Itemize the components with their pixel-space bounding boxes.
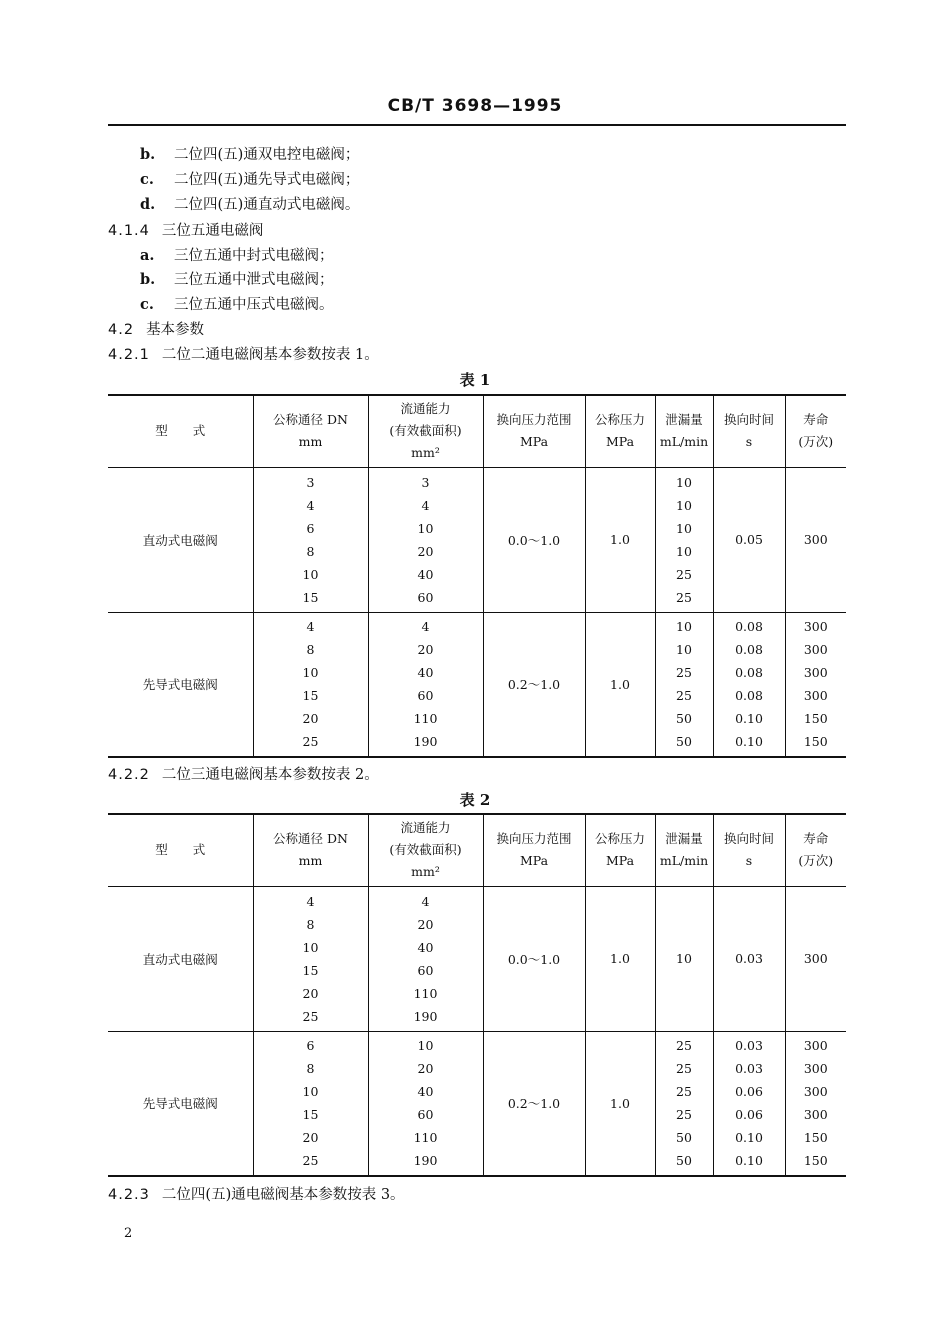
pressure-range: 0.2～1.0 bbox=[483, 612, 585, 757]
pressure-range: 0.0～1.0 bbox=[483, 467, 585, 612]
table-row bbox=[108, 467, 846, 612]
leakage-values: 10 10 10 10 25 25 bbox=[655, 467, 713, 612]
col-header-flow: 流通能力 (有效截面积) mm² bbox=[368, 395, 483, 467]
col-header-pressure-range: 换向压力范围 MPa bbox=[483, 814, 585, 886]
col-header-leakage: 泄漏量 mL/min bbox=[655, 814, 713, 886]
col-header-life: 寿命 (万次) bbox=[785, 395, 846, 467]
col-header-switch-time: 换向时间 s bbox=[713, 395, 785, 467]
nominal-pressure: 1.0 bbox=[585, 1031, 655, 1176]
col-header-type: 型 式 bbox=[108, 395, 253, 467]
list-item: b. 三位五通中泄式电磁阀； bbox=[140, 271, 334, 288]
col-header-nominal-pressure: 公称压力 MPa bbox=[585, 814, 655, 886]
life: 300 bbox=[785, 886, 846, 1031]
nominal-pressure: 1.0 bbox=[585, 612, 655, 757]
table-row bbox=[108, 1031, 846, 1176]
col-header-flow: 流通能力 (有效截面积) mm² bbox=[368, 814, 483, 886]
list-item: b. 二位四(五)通双电控电磁阀； bbox=[140, 146, 360, 163]
col-header-life: 寿命 (万次) bbox=[785, 814, 846, 886]
pressure-range: 0.0～1.0 bbox=[483, 886, 585, 1031]
life-values: 300 300 300 300 150 150 bbox=[785, 612, 846, 757]
section-heading: 4.2.2 二位三通电磁阀基本参数按表 2。 bbox=[108, 767, 379, 783]
dn-values: 6 8 10 15 20 25 bbox=[253, 1031, 368, 1176]
dn-values: 3 4 6 8 10 15 bbox=[253, 467, 368, 612]
col-header-type: 型 式 bbox=[108, 814, 253, 886]
list-item: d. 二位四(五)通直动式电磁阀。 bbox=[140, 196, 360, 213]
valve-type: 直动式电磁阀 bbox=[108, 886, 253, 1031]
col-header-nominal-pressure: 公称压力 MPa bbox=[585, 395, 655, 467]
col-header-dn: 公称通径 DN mm bbox=[253, 814, 368, 886]
page-number: 2 bbox=[124, 1226, 133, 1241]
dn-values: 4 8 10 15 20 25 bbox=[253, 886, 368, 1031]
nominal-pressure: 1.0 bbox=[585, 467, 655, 612]
table-caption: 表 2 bbox=[459, 791, 491, 809]
switch-time-values: 0.08 0.08 0.08 0.08 0.10 0.10 bbox=[713, 612, 785, 757]
pressure-range: 0.2～1.0 bbox=[483, 1031, 585, 1176]
valve-type: 先导式电磁阀 bbox=[108, 1031, 253, 1176]
flow-values: 10 20 40 60 110 190 bbox=[368, 1031, 483, 1176]
section-heading: 4.2.3 二位四(五)通电磁阀基本参数按表 3。 bbox=[108, 1187, 405, 1203]
nominal-pressure: 1.0 bbox=[585, 886, 655, 1031]
table-row bbox=[108, 886, 846, 1031]
dn-values: 4 8 10 15 20 25 bbox=[253, 612, 368, 757]
switch-time: 0.05 bbox=[713, 467, 785, 612]
flow-values: 4 20 40 60 110 190 bbox=[368, 886, 483, 1031]
list-item: a. 三位五通中封式电磁阀； bbox=[140, 247, 334, 264]
table-row bbox=[108, 612, 846, 757]
section-heading: 4.1.4 三位五通电磁阀 bbox=[108, 223, 264, 239]
valve-type: 先导式电磁阀 bbox=[108, 612, 253, 757]
col-header-leakage: 泄漏量 mL/min bbox=[655, 395, 713, 467]
col-header-pressure-range: 换向压力范围 MPa bbox=[483, 395, 585, 467]
leakage-values: 25 25 25 25 50 50 bbox=[655, 1031, 713, 1176]
table-2 bbox=[108, 813, 846, 1177]
table-caption: 表 1 bbox=[459, 371, 491, 389]
document-header: CB/T 3698—1995 bbox=[387, 96, 563, 116]
flow-values: 3 4 10 20 40 60 bbox=[368, 467, 483, 612]
col-header-dn: 公称通径 DN mm bbox=[253, 395, 368, 467]
flow-values: 4 20 40 60 110 190 bbox=[368, 612, 483, 757]
list-item: c. 二位四(五)通先导式电磁阀； bbox=[140, 171, 360, 188]
switch-time: 0.03 bbox=[713, 886, 785, 1031]
life-values: 300 300 300 300 150 150 bbox=[785, 1031, 846, 1176]
switch-time-values: 0.03 0.03 0.06 0.06 0.10 0.10 bbox=[713, 1031, 785, 1176]
leakage: 10 bbox=[655, 886, 713, 1031]
leakage-values: 10 10 25 25 50 50 bbox=[655, 612, 713, 757]
valve-type: 直动式电磁阀 bbox=[108, 467, 253, 612]
life: 300 bbox=[785, 467, 846, 612]
col-header-switch-time: 换向时间 s bbox=[713, 814, 785, 886]
header-rule bbox=[108, 124, 846, 126]
table-1 bbox=[108, 394, 846, 758]
section-heading: 4.2.1 二位二通电磁阀基本参数按表 1。 bbox=[108, 347, 379, 363]
section-heading: 4.2 基本参数 bbox=[108, 322, 205, 338]
list-item: c. 三位五通中压式电磁阀。 bbox=[140, 296, 334, 313]
